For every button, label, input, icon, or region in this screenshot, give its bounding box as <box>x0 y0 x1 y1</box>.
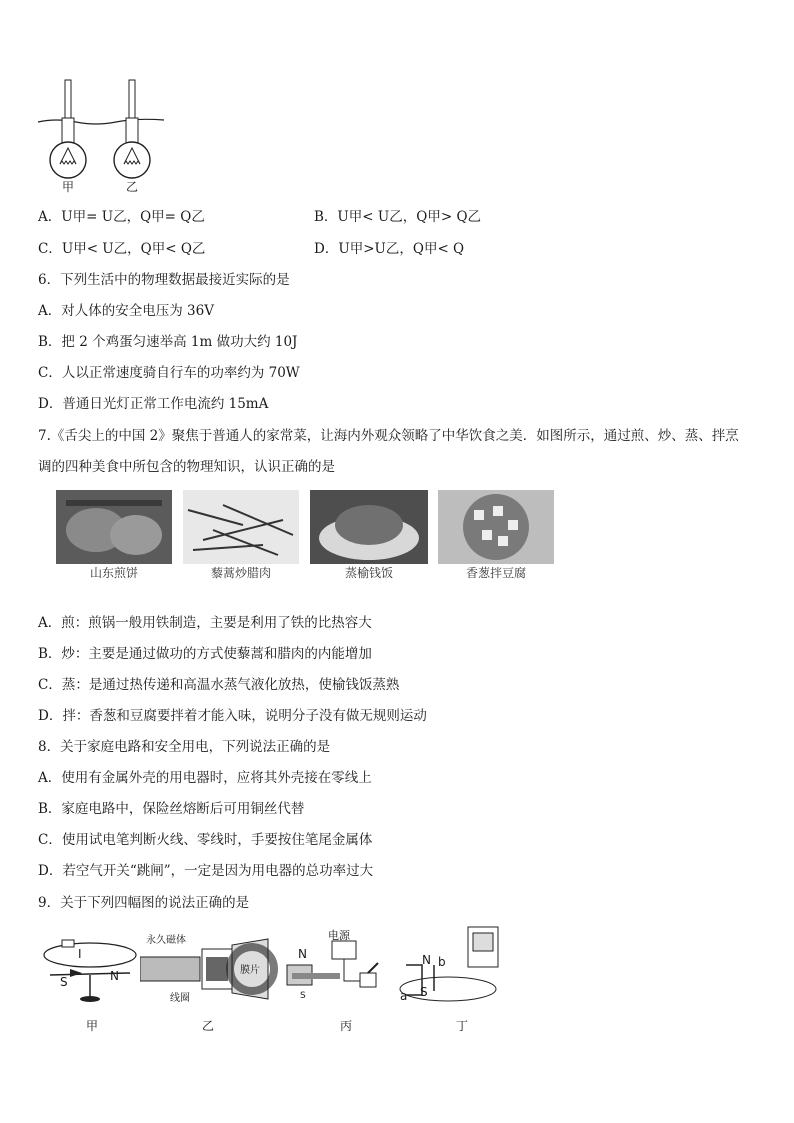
fig-text-I: I <box>78 947 82 961</box>
flask-diagram <box>36 78 166 193</box>
fig-text-a: a <box>400 989 408 1003</box>
fig-text-power: 电源 <box>328 929 350 942</box>
q8-option-c: C．使用试电笔判断火线、零线时，手要按住笔尾金属体 <box>38 832 373 848</box>
q9-label-ding: 丁 <box>456 1019 469 1033</box>
q8-option-a: A．使用有金属外壳的用电器时，应将其外壳接在零线上 <box>38 770 372 786</box>
q9-stem: 9．关于下列四幅图的说法正确的是 <box>38 895 250 911</box>
fig-text-S: S <box>300 991 306 1001</box>
q8-option-b: B．家庭电路中，保险丝熔断后可用铜丝代替 <box>38 801 305 817</box>
photo-caption: 香葱拌豆腐 <box>465 566 526 580</box>
q7-option-d: D．拌：香葱和豆腐要拌着才能入味，说明分子没有做无规则运动 <box>38 708 427 724</box>
q9-figure-jia <box>40 935 140 1035</box>
photo-caption: 藜蒿炒腊肉 <box>210 566 271 580</box>
q6-stem: 6．下列生活中的物理数据最接近实际的是 <box>38 272 290 288</box>
q7-option-b: B．炒：主要是通过做功的方式使藜蒿和腊肉的内能增加 <box>38 646 372 662</box>
fig-text-coil: 线圈 <box>170 993 190 1004</box>
q8-stem: 8．关于家庭电路和安全用电，下列说法正确的是 <box>38 739 331 755</box>
fig-text-N: N <box>110 969 119 983</box>
q9-figure-ding <box>398 925 508 1035</box>
photo-doufu <box>438 490 554 582</box>
q6-option-a: A．对人体的安全电压为 36V <box>38 303 214 319</box>
fig-text-cone: 膜片 <box>240 965 260 976</box>
q7-option-c: C．蒸：是通过热传递和高温水蒸气液化放热，使榆钱饭蒸熟 <box>38 677 400 693</box>
fig-text-N: N <box>298 947 307 961</box>
q5-option-b: B．U甲< U乙，Q甲> Q乙 <box>314 209 482 225</box>
fig-text-N: N <box>422 953 431 967</box>
photo-jianbing <box>56 490 172 582</box>
q9-label-jia: 甲 <box>86 1019 99 1033</box>
fig-text-magnet: 永久磁体 <box>146 935 186 946</box>
q9-figure-yi <box>140 935 280 1035</box>
q5-option-a: A．U甲= U乙，Q甲= Q乙 <box>38 209 205 225</box>
q5-option-d: D．U甲>U乙，Q甲< Q <box>314 241 465 257</box>
flask-label-jia: 甲 <box>62 180 75 194</box>
photo-lahrou <box>183 490 299 582</box>
q5-option-c: C．U甲< U乙，Q甲< Q乙 <box>38 241 206 257</box>
q8-option-d: D．若空气开关“跳闸”，一定是因为用电器的总功率过大 <box>38 863 374 879</box>
fig-text-b: b <box>438 955 446 969</box>
q6-option-d: D．普通日光灯正常工作电流约 15mA <box>38 396 269 412</box>
q7-option-a: A．煎：煎锅一般用铁制造，主要是利用了铁的比热容大 <box>38 615 372 631</box>
photo-yuqianfan <box>310 490 428 582</box>
q9-label-bing: 丙 <box>340 1019 353 1033</box>
flask-figure <box>36 78 166 193</box>
photo-caption: 蒸榆钱饭 <box>344 566 393 580</box>
q6-option-b: B．把 2 个鸡蛋匀速举高 1m 做功大约 10J <box>38 334 298 350</box>
q6-option-c: C．人以正常速度骑自行车的功率约为 70W <box>38 365 300 381</box>
fig-text-S: S <box>60 975 68 989</box>
fig-text-S: S <box>420 985 428 999</box>
flask-label-yi: 乙 <box>126 180 139 194</box>
q7-stem-line1: 7.《舌尖上的中国 2》聚焦于普通人的家常菜，让海内外观众领略了中华饮食之美．如图所示，通过煎、炒、蒸、拌烹 <box>38 428 739 444</box>
photo-caption: 山东煎饼 <box>89 566 138 580</box>
q9-label-yi: 乙 <box>202 1019 215 1033</box>
q7-stem-line2: 调的四种美食中所包含的物理知识，认识正确的是 <box>38 459 335 475</box>
q9-figure-bing <box>282 925 392 1035</box>
